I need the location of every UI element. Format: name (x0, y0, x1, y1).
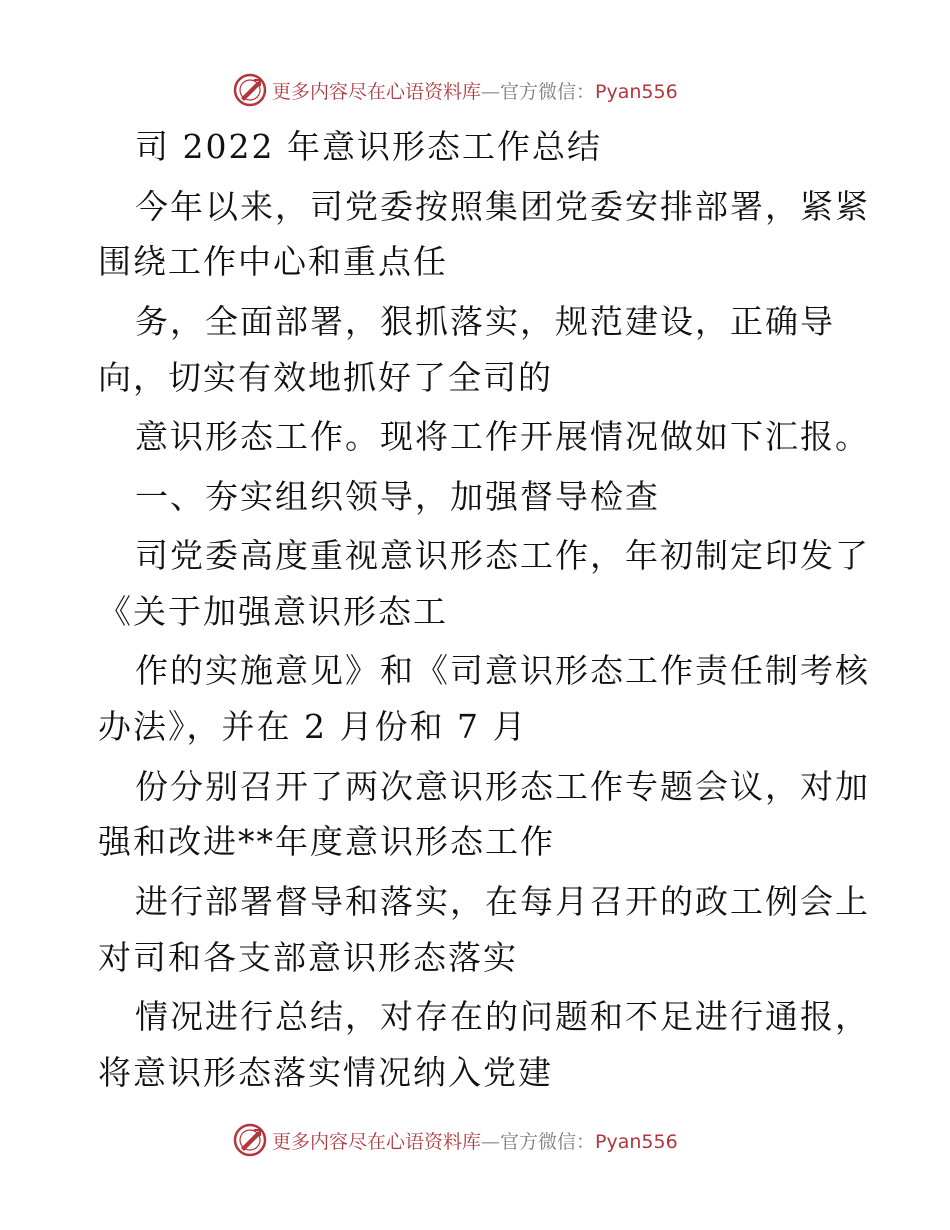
banner-separator: — (481, 1130, 501, 1153)
paragraph-line: 向，切实有效地抓好了全司的 (98, 358, 553, 397)
paragraph-line: 务，全面部署，狠抓落实，规范建设，正确导 (135, 302, 835, 341)
paragraph-line: 办法》，并在 2 月份和 7 月 (98, 707, 528, 746)
paragraph-line: 司党委高度重视意识形态工作，年初制定印发了 (135, 536, 870, 575)
paragraph-line: 围绕工作中心和重点任 (98, 242, 448, 281)
banner-wechat-label: 官方微信： (500, 80, 596, 103)
paragraph-line: 意识形态工作。现将工作开展情况做如下汇报。 (135, 417, 870, 456)
banner-text (272, 1127, 678, 1154)
banner-separator: — (481, 80, 501, 103)
paragraph-line: 今年以来，司党委按照集团党委安排部署，紧紧 (135, 187, 870, 226)
paragraph-line: 作的实施意见》和《司意识形态工作责任制考核 (135, 651, 870, 690)
paragraph-line: 将意识形态落实情况纳入党建 (98, 1053, 553, 1092)
banner-wechat-handle: Pyan556 (595, 1130, 678, 1153)
paragraph-line: 进行部署督导和落实，在每月召开的政工例会上 (135, 882, 870, 921)
paragraph-line: 份分别召开了两次意识形态工作专题会议，对加 (135, 767, 870, 806)
paragraph-line: 强和改进**年度意识形态工作 (98, 822, 555, 861)
banner-site-name: 更多内容尽在心语资料库 (272, 1130, 482, 1153)
document-title: 司 2022 年意识形态工作总结 (135, 127, 602, 166)
footer-banner (232, 1120, 678, 1160)
banner-wechat-label: 官方微信： (500, 1130, 596, 1153)
section-heading: 一、夯实组织领导，加强督导检查 (135, 477, 660, 516)
banner-site-name: 更多内容尽在心语资料库 (272, 80, 482, 103)
paragraph-line: 《关于加强意识形态工 (98, 592, 448, 631)
seal-logo-icon (232, 1122, 268, 1158)
banner-wechat-handle: Pyan556 (595, 80, 678, 103)
paragraph-line: 对司和各支部意识形态落实 (98, 938, 518, 977)
paragraph-line: 情况进行总结，对存在的问题和不足进行通报， (135, 997, 870, 1036)
